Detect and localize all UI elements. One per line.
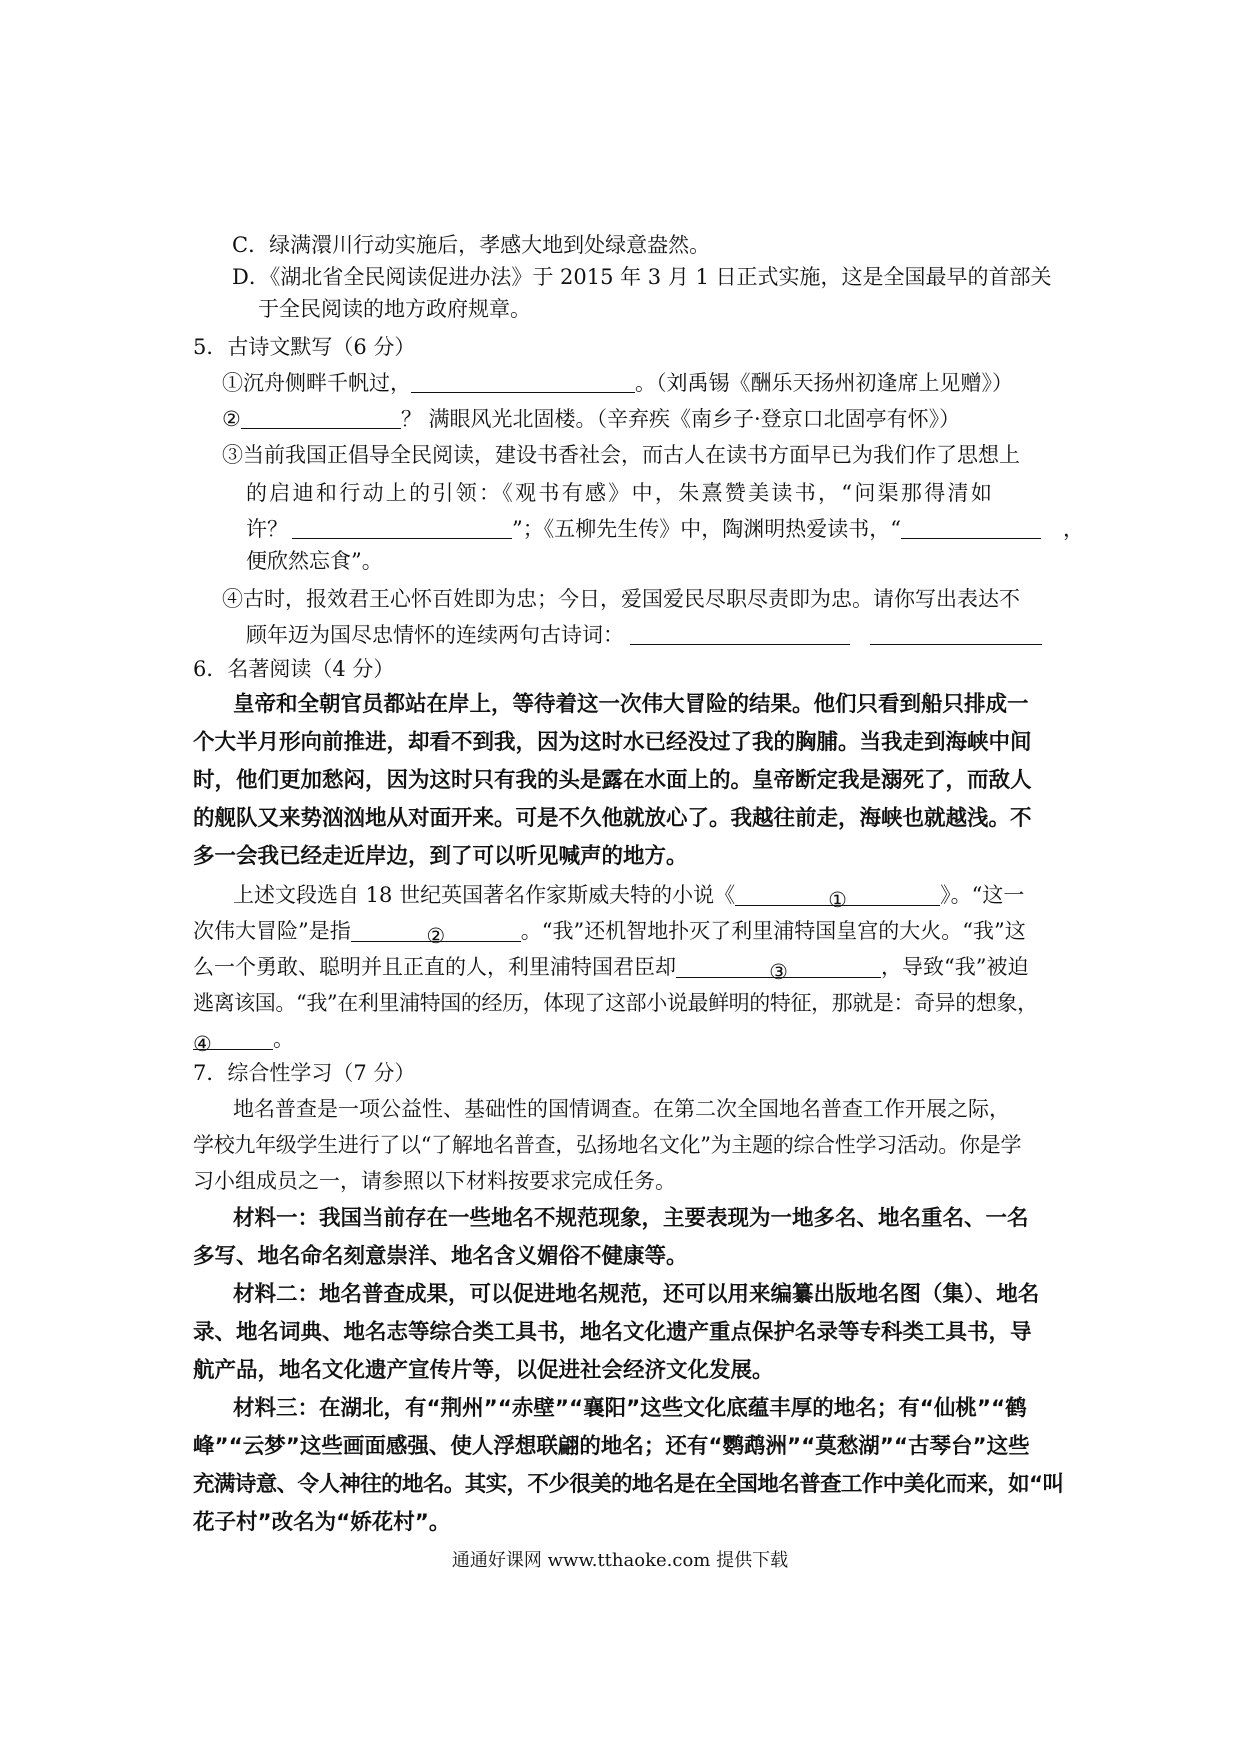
q7-material-3-line-1: 材料三：在湖北，有“荆州”“赤壁”“襄阳”这些文化底蕴丰厚的地名；有“仙桃”“鹤 <box>233 1396 1027 1421</box>
q6-blank-2-label: ② <box>426 924 446 948</box>
q6-blank-4-label: ④ <box>193 1032 212 1056</box>
q6-blank-1-label: ① <box>828 888 847 912</box>
q7-intro-line-1: 地名普查是一项公益性、基础性的国情调查。在第二次全国地名普查工作开展之际， <box>233 1097 1010 1121</box>
q5-item-4-text: 顾年迈为国尽忠情怀的连续两句古诗词： <box>246 623 624 647</box>
q5-item-1-text-a: ①沉舟侧畔千帆过， <box>222 371 411 395</box>
q6-q-text-1a: 上述文段选自 18 世纪英国著名作家斯威夫特的小说《 <box>233 883 736 907</box>
q5-item-3-text-a: 许？ <box>246 517 288 541</box>
q5-item-4-line-1: ④古时，报效君王心怀百姓即为忠；今日，爱国爱民尽职尽责即为忠。请你写出表达不 <box>222 587 1020 611</box>
option-d-line-2: 于全民阅读的地方政府规章。 <box>258 297 531 321</box>
q5-item-3-line-1: ③当前我国正倡导全民阅读，建设书香社会，而古人在读书方面早已为我们作了思想上 <box>222 443 1020 467</box>
q5-item-4-blank-2[interactable] <box>870 622 1042 645</box>
q5-item-1-blank[interactable] <box>411 370 635 393</box>
q7-material-3-line-2: 峰”“云梦”这些画面感强、使人浮想联翩的地名；还有“鹦鹉洲”“莫愁湖”“古琴台”这些 <box>193 1434 1030 1459</box>
q5-item-4-blank-1[interactable] <box>630 622 850 645</box>
q6-q-text-5: 。 <box>273 1027 294 1051</box>
q5-item-3-blank-1[interactable] <box>292 516 512 539</box>
q6-blank-2[interactable] <box>351 919 521 948</box>
q7-material-1-line-2: 多写、地名命名刻意崇洋、地名含义媚俗不健康等。 <box>193 1244 688 1269</box>
q5-item-3-line-3 <box>246 514 1084 544</box>
q7-material-3-line-3: 充满诗意、令人神往的地名。其实，不少很美的地名是在全国地名普查工作中美化而来，如“叫 <box>193 1472 1064 1497</box>
q6-blank-4[interactable] <box>193 1027 273 1056</box>
q7-material-3-line-4: 花子村”改名为“娇花村”。 <box>193 1510 451 1535</box>
q6-heading: 6．名著阅读（4 分） <box>193 657 395 681</box>
q6-passage-line-4: 的舰队又来势汹汹地从对面开来。可是不久他就放心了。我越往前走，海峡也就越浅。不 <box>193 806 1032 831</box>
q6-blank-3[interactable] <box>676 955 881 984</box>
q6-question-line-4: 逃离该国。“我”在利里浦特国的经历，体现了这部小说最鲜明的特征，那就是：奇异的想象， <box>193 991 1038 1015</box>
q6-blank-1[interactable] <box>735 883 940 912</box>
q6-passage-line-5: 多一会我已经走近岸边，到了可以听见喊声的地方。 <box>193 844 688 869</box>
q5-item-2-text-a: ② <box>222 407 241 431</box>
q7-intro-line-2: 学校九年级学生进行了以“了解地名普查，弘扬地名文化”为主题的综合性学习活动。你是学 <box>193 1133 1022 1157</box>
q5-item-1 <box>222 368 1013 398</box>
q5-item-2-text-b: ？ 满眼风光北固楼。（辛弃疾《南乡子·登京口北固亭有怀》） <box>400 407 961 431</box>
q5-item-1-text-b: 。（刘禹锡《酬乐天扬州初逢席上见赠》） <box>635 371 1013 395</box>
q6-passage-line-3: 时，他们更加愁闷，因为这时只有我的头是露在水面上的。皇帝断定我是溺死了，而敌人 <box>193 768 1032 793</box>
q5-item-4-line-2 <box>246 620 1042 650</box>
q6-question-line-3 <box>193 952 1028 982</box>
q7-material-1-line-1: 材料一：我国当前存在一些地名不规范现象，主要表现为一地多名、地名重名、一名 <box>233 1206 1029 1231</box>
q6-question-line-2 <box>193 916 1026 946</box>
q5-item-3-line-4: 便欣然忘食”。 <box>246 549 383 573</box>
q5-item-2-blank[interactable] <box>241 406 401 429</box>
q5-heading: 5．古诗文默写（6 分） <box>193 335 416 359</box>
option-c: C．绿满澴川行动实施后，孝感大地到处绿意盎然。 <box>232 233 711 257</box>
q7-heading: 7．综合性学习（7 分） <box>193 1061 416 1085</box>
q5-item-3-line-2: 的启迪和行动上的引领：《观书有感》中，朱熹赞美读书，“问渠那得清如 <box>246 481 995 505</box>
q6-q-text-1b: 》。“这一 <box>940 883 1025 907</box>
q5-item-2 <box>222 404 960 434</box>
q7-intro-line-3: 习小组成员之一，请参照以下材料按要求完成任务。 <box>193 1169 676 1193</box>
option-d-line-1: D．《湖北省全民阅读促进办法》于 2015 年 3 月 1 日正式实施，这是全国最早的首部关 <box>232 265 1052 289</box>
page-footer: 通通好课网 www.tthaoke.com 提供下载 <box>451 1550 789 1571</box>
q6-q-text-3b: ，导致“我”被迫 <box>881 955 1029 979</box>
q6-passage-line-2: 个大半月形向前推进，却看不到我，因为这时水已经没过了我的胸脯。当我走到海峡中间 <box>193 730 1032 755</box>
q6-q-text-3a: 么一个勇敢、聪明并且正直的人，利里浦特国君臣却 <box>193 955 676 979</box>
q6-passage-line-1: 皇帝和全朝官员都站在岸上，等待着这一次伟大冒险的结果。他们只看到船只排成一 <box>233 692 1029 717</box>
q6-q-text-2b: 。“我”还机智地扑灭了利里浦特国皇宫的大火。“我”这 <box>520 919 1026 943</box>
q5-item-3-blank-2[interactable] <box>901 516 1041 539</box>
q6-question-line-5 <box>193 1024 294 1054</box>
q6-q-text-2a: 次伟大冒险”是指 <box>193 919 351 943</box>
q6-question-line-1 <box>233 880 1024 910</box>
q7-material-2-line-3: 航产品，地名文化遗产宣传片等，以促进社会经济文化发展。 <box>193 1358 774 1383</box>
q6-blank-3-label: ③ <box>769 960 788 984</box>
q7-material-2-line-2: 录、地名词典、地名志等综合类工具书，地名文化遗产重点保护名录等专科类工具书，导 <box>193 1320 1032 1345</box>
q7-material-2-line-1: 材料二：地名普查成果，可以促进地名规范，还可以用来编纂出版地名图（集）、地名 <box>233 1282 1040 1307</box>
q5-item-3-text-c: ， <box>1062 517 1084 541</box>
q5-item-3-text-b: ”；《五柳先生传》中，陶渊明热爱读书，“ <box>512 517 901 541</box>
